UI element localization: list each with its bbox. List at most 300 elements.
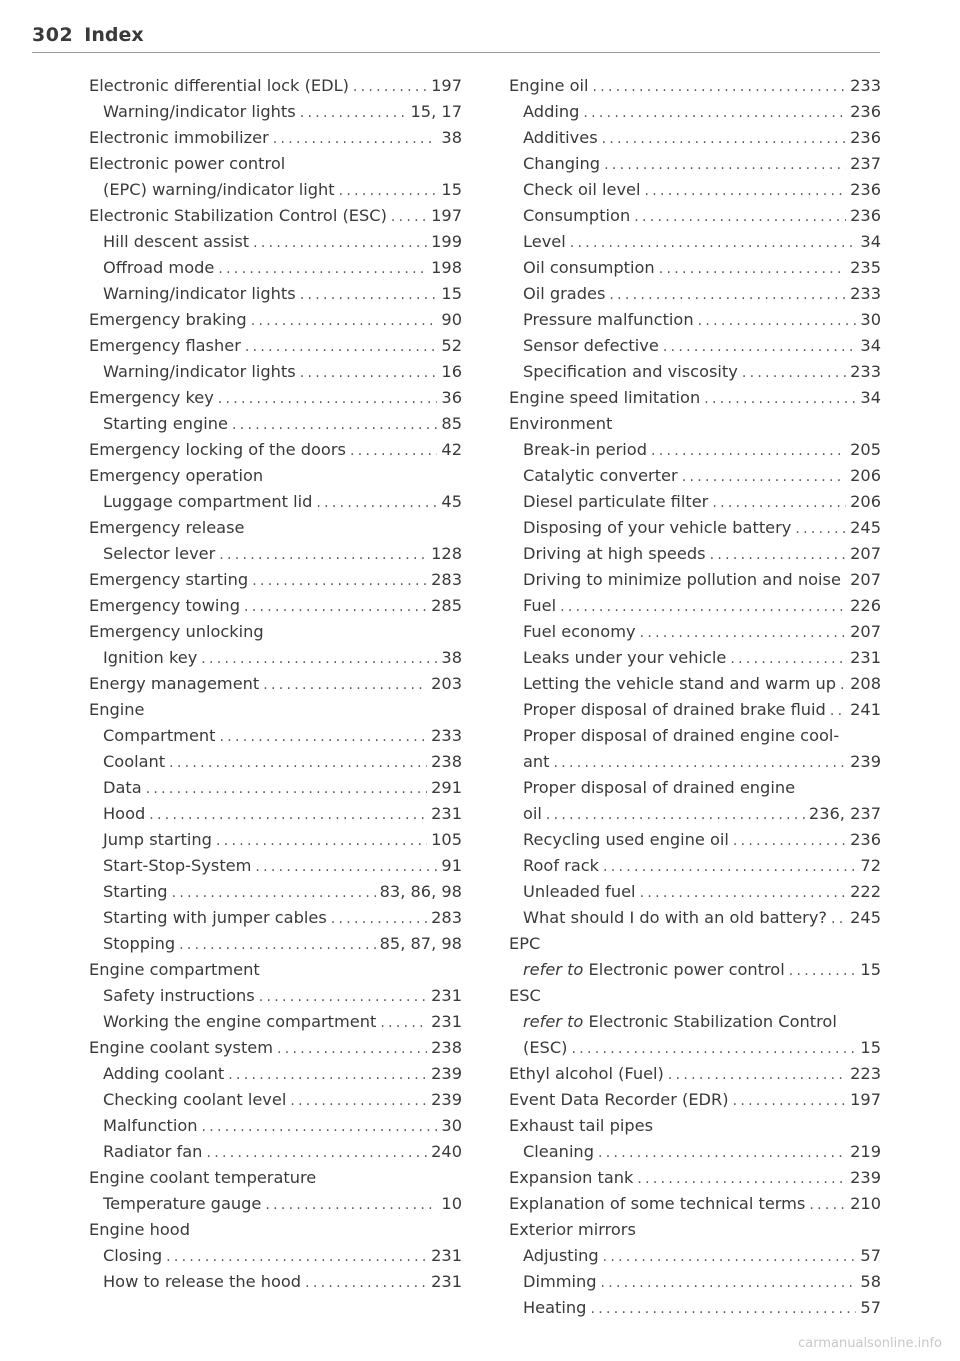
dot-leader: [601, 1270, 857, 1296]
dot-leader: [603, 854, 856, 880]
entry-page-refs: 239: [850, 752, 881, 771]
index-entry: [509, 515, 881, 541]
index-entry: [89, 957, 462, 983]
entry-label: Emergency unlocking: [89, 622, 264, 641]
dot-leader: [172, 880, 376, 906]
dot-leader: [300, 282, 438, 308]
entry-page-refs: 231: [850, 648, 881, 667]
index-entry: [509, 385, 881, 411]
entry-page-refs: 197: [431, 206, 462, 225]
entry-page-refs: 235: [850, 258, 881, 277]
index-entry: [509, 1009, 881, 1035]
entry-page-refs: 15: [441, 180, 462, 199]
entry-label: Leaks under your vehicle: [523, 648, 727, 667]
cross-reference-target: Electronic power control: [588, 960, 785, 979]
entry-page-refs: 36: [441, 388, 462, 407]
entry-page-refs: 233: [431, 726, 462, 745]
index-entry: [509, 1139, 881, 1165]
dot-leader: [789, 958, 857, 984]
index-entry: [89, 385, 462, 411]
entry-page-refs: 30: [441, 1116, 462, 1135]
entry-label: Adding: [523, 102, 580, 121]
entry-label: Oil grades: [523, 284, 606, 303]
dot-leader: [830, 698, 846, 724]
entry-page-refs: 238: [431, 752, 462, 771]
entry-label: Event Data Recorder (EDR): [509, 1090, 729, 1109]
entry-label: Electronic differential lock (EDL): [89, 76, 349, 95]
index-entry: [509, 879, 881, 905]
entry-label: Closing: [103, 1246, 163, 1265]
entry-label: Environment: [509, 414, 613, 433]
dot-leader: [169, 750, 427, 776]
entry-page-refs: 105: [431, 830, 462, 849]
entry-page-refs: 91: [441, 856, 462, 875]
dot-leader: [640, 620, 847, 646]
index-entry: [509, 1295, 881, 1321]
entry-label: Emergency starting: [89, 570, 249, 589]
index-entry: [89, 567, 462, 593]
entry-page-refs: 85: [441, 414, 462, 433]
entry-label: Check oil level: [523, 180, 641, 199]
entry-page-refs: 222: [850, 882, 881, 901]
entry-label: Temperature gauge: [103, 1194, 262, 1213]
cross-reference-prefix: refer to: [523, 960, 584, 979]
dot-leader: [590, 1296, 856, 1322]
dot-leader: [290, 1088, 427, 1114]
entry-page-refs: 233: [850, 284, 881, 303]
index-entry: [89, 1217, 462, 1243]
entry-page-refs: 236: [850, 830, 881, 849]
index-entry: [89, 619, 462, 645]
entry-label: Starting engine: [103, 414, 228, 433]
entry-label: Sensor defective: [523, 336, 659, 355]
entry-label: Exhaust tail pipes: [509, 1116, 654, 1135]
dot-leader: [273, 126, 438, 152]
entry-page-refs: 15: [860, 1038, 881, 1057]
index-entry: [89, 437, 462, 463]
index-entry: [89, 489, 462, 515]
entry-label: Adjusting: [523, 1246, 599, 1265]
entry-page-refs: 38: [441, 648, 462, 667]
index-entry: [509, 619, 881, 645]
index-entry: [509, 99, 881, 125]
dot-leader: [380, 1010, 427, 1036]
index-entry: [509, 1191, 881, 1217]
entry-page-refs: 72: [860, 856, 881, 875]
entry-page-refs: 10: [441, 1194, 462, 1213]
entry-label: Heating: [523, 1298, 587, 1317]
dot-leader: [554, 750, 847, 776]
entry-page-refs: 206: [850, 466, 881, 485]
dot-leader: [598, 1140, 846, 1166]
entry-label: Engine oil: [509, 76, 589, 95]
entry-page-refs: 231: [431, 804, 462, 823]
entry-label: Level: [523, 232, 566, 251]
entry-page-refs: 236: [850, 128, 881, 147]
dot-leader: [730, 646, 846, 672]
dot-leader: [305, 1270, 427, 1296]
entry-label: Emergency flasher: [89, 336, 241, 355]
entry-page-refs: 210: [850, 1194, 881, 1213]
entry-label: Cleaning: [523, 1142, 594, 1161]
entry-page-refs: 238: [431, 1038, 462, 1057]
entry-page-refs: 219: [850, 1142, 881, 1161]
entry-label: Emergency operation: [89, 466, 264, 485]
entry-label: Hood: [103, 804, 146, 823]
index-entry: [509, 1165, 881, 1191]
dot-leader: [255, 854, 437, 880]
entry-label: Emergency towing: [89, 596, 240, 615]
index-entry: [89, 203, 462, 229]
entry-label: Additives: [523, 128, 598, 147]
index-entry: [509, 1035, 881, 1061]
dot-leader: [166, 1244, 427, 1270]
index-entry: [89, 853, 462, 879]
entry-label: Radiator fan: [103, 1142, 203, 1161]
entry-label: Stopping: [103, 934, 176, 953]
entry-label: Proper disposal of drained engine: [523, 778, 796, 797]
index-entry: [89, 1087, 462, 1113]
dot-leader: [216, 828, 427, 854]
dot-leader: [659, 256, 846, 282]
dot-leader: [219, 542, 427, 568]
index-entry: [89, 99, 462, 125]
entry-label: Unleaded fuel: [523, 882, 636, 901]
dot-leader: [640, 880, 847, 906]
entry-label: Fuel: [523, 596, 557, 615]
entry-page-refs: 223: [850, 1064, 881, 1083]
entry-label: Emergency key: [89, 388, 214, 407]
entry-page-refs: 207: [850, 622, 881, 641]
index-entry: [89, 749, 462, 775]
index-entry: [89, 125, 462, 151]
entry-label: Specification and viscosity: [523, 362, 738, 381]
entry-label: Engine hood: [89, 1220, 190, 1239]
index-entry: [509, 801, 881, 827]
entry-label: Disposing of your vehicle battery: [523, 518, 792, 537]
dot-leader: [146, 776, 427, 802]
entry-label: Electronic Stabilization Control (ESC): [89, 206, 387, 225]
entry-label: Proper disposal of drained engine cool-: [523, 726, 840, 745]
header-divider: [32, 52, 880, 53]
entry-label: Warning/indicator lights: [103, 362, 296, 381]
entry-label: Dimming: [523, 1272, 597, 1291]
entry-page-refs: 15: [860, 960, 881, 979]
entry-label: Engine coolant system: [89, 1038, 274, 1057]
dot-leader: [232, 412, 437, 438]
dot-leader: [300, 360, 438, 386]
cross-reference-target: Electronic Stabilization Control: [588, 1012, 837, 1031]
index-entry: [509, 697, 881, 723]
entry-page-refs: 231: [431, 1012, 462, 1031]
entry-page-refs: 34: [860, 388, 881, 407]
index-entry: [509, 853, 881, 879]
page-number: 302: [32, 24, 74, 46]
index-entry: [89, 1035, 462, 1061]
index-entry: [89, 515, 462, 541]
entry-label: EPC: [509, 934, 541, 953]
dot-leader: [253, 230, 427, 256]
index-entry: [509, 437, 881, 463]
index-entry: [509, 1113, 881, 1139]
dot-leader: [259, 984, 427, 1010]
index-entry: [89, 775, 462, 801]
entry-label: Break-in period: [523, 440, 647, 459]
index-entry: [89, 1139, 462, 1165]
index-entry: [509, 125, 881, 151]
index-entry: [509, 255, 881, 281]
dot-leader: [265, 1192, 437, 1218]
entry-page-refs: 206: [850, 492, 881, 511]
entry-label: Malfunction: [103, 1116, 198, 1135]
entry-page-refs: 245: [850, 518, 881, 537]
entry-label: (EPC) warning/indicator light: [103, 180, 335, 199]
entry-label: ESC: [509, 986, 541, 1005]
entry-label: Oil consumption: [523, 258, 655, 277]
index-entry: [89, 1269, 462, 1295]
dot-leader: [733, 1088, 847, 1114]
entry-page-refs: 16: [441, 362, 462, 381]
dot-leader: [609, 282, 846, 308]
index-entry: [89, 255, 462, 281]
dot-leader: [149, 802, 427, 828]
entry-page-refs: 236, 237: [808, 804, 881, 823]
dot-leader: [795, 516, 846, 542]
entry-label: Consumption: [523, 206, 631, 225]
index-entry: [509, 541, 881, 567]
entry-label: [523, 1009, 837, 1035]
entry-label: Emergency locking of the doors: [89, 440, 346, 459]
entry-page-refs: 231: [431, 986, 462, 1005]
entry-label: What should I do with an old battery?: [523, 908, 828, 927]
index-entry: [509, 671, 881, 697]
dot-leader: [593, 74, 847, 100]
index-entry: [509, 957, 881, 983]
entry-page-refs: 52: [441, 336, 462, 355]
index-entry: [509, 827, 881, 853]
entry-label: Roof rack: [523, 856, 600, 875]
index-entry: [509, 593, 881, 619]
index-entry: [509, 775, 881, 801]
dot-leader: [602, 126, 846, 152]
index-entry: [89, 983, 462, 1009]
index-entry: [509, 645, 881, 671]
entry-page-refs: 198: [431, 258, 462, 277]
index-entry: [89, 1243, 462, 1269]
entry-page-refs: 83, 86, 98: [379, 882, 462, 901]
index-entry: [509, 749, 881, 775]
index-entry: [89, 801, 462, 827]
dot-leader: [570, 230, 857, 256]
dot-leader: [712, 490, 846, 516]
entry-label: How to release the hood: [103, 1272, 302, 1291]
entry-page-refs: 236: [850, 180, 881, 199]
dot-leader: [546, 802, 805, 828]
dot-leader: [206, 1140, 427, 1166]
entry-label: Warning/indicator lights: [103, 102, 296, 121]
index-entry: [509, 1061, 881, 1087]
index-entry: [509, 931, 881, 957]
entry-label: [523, 957, 785, 983]
index-column-right: [509, 73, 881, 1321]
index-entry: [509, 281, 881, 307]
entry-label: Proper disposal of drained brake fluid: [523, 700, 826, 719]
entry-label: Starting with jumper cables: [103, 908, 327, 927]
entry-page-refs: 236: [850, 206, 881, 225]
entry-label: Starting: [103, 882, 168, 901]
index-entry: [509, 73, 881, 99]
index-entry: [509, 1217, 881, 1243]
entry-label: Energy management: [89, 674, 260, 693]
index-entry: [89, 645, 462, 671]
dot-leader: [220, 724, 428, 750]
index-entry: [509, 723, 881, 749]
dot-leader: [742, 360, 846, 386]
entry-page-refs: 237: [850, 154, 881, 173]
index-entry: [509, 151, 881, 177]
index-entry: [89, 879, 462, 905]
entry-label: Fuel economy: [523, 622, 636, 641]
dot-leader: [218, 256, 427, 282]
entry-page-refs: 245: [850, 908, 881, 927]
index-entry: [89, 307, 462, 333]
entry-label: Adding coolant: [103, 1064, 225, 1083]
dot-leader: [663, 334, 857, 360]
entry-label: Engine speed limitation: [509, 388, 701, 407]
dot-leader: [604, 152, 846, 178]
entry-page-refs: 231: [431, 1272, 462, 1291]
entry-page-refs: 240: [431, 1142, 462, 1161]
index-entry: [509, 359, 881, 385]
dot-leader: [682, 464, 846, 490]
dot-leader: [277, 1036, 427, 1062]
index-entry: [89, 905, 462, 931]
index-entry: [509, 1243, 881, 1269]
index-entry: [89, 333, 462, 359]
entry-label: Warning/indicator lights: [103, 284, 296, 303]
entry-label: Recycling used engine oil: [523, 830, 729, 849]
dot-leader: [560, 594, 846, 620]
entry-page-refs: 203: [431, 674, 462, 693]
entry-page-refs: 291: [431, 778, 462, 797]
entry-page-refs: 34: [860, 232, 881, 251]
dot-leader: [831, 906, 846, 932]
entry-page-refs: 231: [431, 1246, 462, 1265]
entry-page-refs: 42: [441, 440, 462, 459]
entry-label: Working the engine compartment: [103, 1012, 377, 1031]
dot-leader: [353, 74, 427, 100]
entry-page-refs: 15: [441, 284, 462, 303]
entry-label: Engine: [89, 700, 145, 719]
entry-label: Driving to minimize pollution and noise: [523, 570, 841, 589]
entry-page-refs: 85, 87, 98: [379, 934, 462, 953]
dot-leader: [316, 490, 437, 516]
entry-label: Engine coolant temperature: [89, 1168, 317, 1187]
dot-leader: [668, 1062, 846, 1088]
entry-page-refs: 283: [431, 908, 462, 927]
entry-label: Letting the vehicle stand and warm up: [523, 674, 837, 693]
entry-label: Jump starting: [103, 830, 212, 849]
entry-label: Hill descent assist: [103, 232, 250, 251]
dot-leader: [809, 1192, 846, 1218]
index-entry: [89, 827, 462, 853]
index-entry: [89, 73, 462, 99]
dot-leader: [571, 1036, 856, 1062]
entry-page-refs: 208: [850, 674, 881, 693]
dot-leader: [218, 386, 438, 412]
dot-leader: [583, 100, 846, 126]
dot-leader: [179, 932, 376, 958]
entry-page-refs: 239: [850, 1168, 881, 1187]
entry-page-refs: 205: [850, 440, 881, 459]
index-entry: [89, 593, 462, 619]
entry-page-refs: 283: [431, 570, 462, 589]
entry-page-refs: 34: [860, 336, 881, 355]
index-entry: [89, 723, 462, 749]
entry-label: Pressure malfunction: [523, 310, 694, 329]
entry-page-refs: 233: [850, 76, 881, 95]
entry-page-refs: 90: [441, 310, 462, 329]
dot-leader: [202, 1114, 438, 1140]
dot-leader: [651, 438, 846, 464]
dot-leader: [300, 100, 407, 126]
index-entry: [509, 307, 881, 333]
entry-page-refs: 207: [850, 544, 881, 563]
entry-label: Compartment: [103, 726, 216, 745]
dot-leader: [228, 1062, 427, 1088]
index-entry: [509, 567, 881, 593]
watermark: carmanualsonline.info: [798, 1336, 942, 1351]
dot-leader: [251, 308, 438, 334]
entry-page-refs: 197: [431, 76, 462, 95]
entry-page-refs: 239: [431, 1090, 462, 1109]
entry-page-refs: 45: [441, 492, 462, 511]
dot-leader: [391, 204, 427, 230]
dot-leader: [603, 1244, 857, 1270]
cross-reference-prefix: refer to: [523, 1012, 584, 1031]
entry-page-refs: 58: [860, 1272, 881, 1291]
entry-page-refs: 239: [431, 1064, 462, 1083]
entry-label: Selector lever: [103, 544, 216, 563]
entry-label: Engine compartment: [89, 960, 260, 979]
index-entry: [509, 489, 881, 515]
entry-label: Ignition key: [103, 648, 198, 667]
entry-page-refs: 241: [850, 700, 881, 719]
dot-leader: [644, 178, 846, 204]
index-entry: [509, 463, 881, 489]
entry-label: oil: [523, 804, 542, 823]
dot-leader: [733, 828, 846, 854]
index-entry: [509, 905, 881, 931]
dot-leader: [698, 308, 857, 334]
entry-label: Ethyl alcohol (Fuel): [509, 1064, 664, 1083]
entry-label: Coolant: [103, 752, 166, 771]
index-entry: [89, 1113, 462, 1139]
index-entry: [89, 541, 462, 567]
index-entry: [89, 281, 462, 307]
index-entry: [509, 983, 881, 1009]
entry-page-refs: 30: [860, 310, 881, 329]
dot-leader: [245, 334, 438, 360]
entry-page-refs: 233: [850, 362, 881, 381]
dot-leader: [244, 594, 427, 620]
dot-leader: [710, 542, 847, 568]
index-entry: [509, 1269, 881, 1295]
entry-label: Start-Stop-System: [103, 856, 252, 875]
dot-leader: [350, 438, 437, 464]
entry-page-refs: 226: [850, 596, 881, 615]
entry-page-refs: 38: [441, 128, 462, 147]
